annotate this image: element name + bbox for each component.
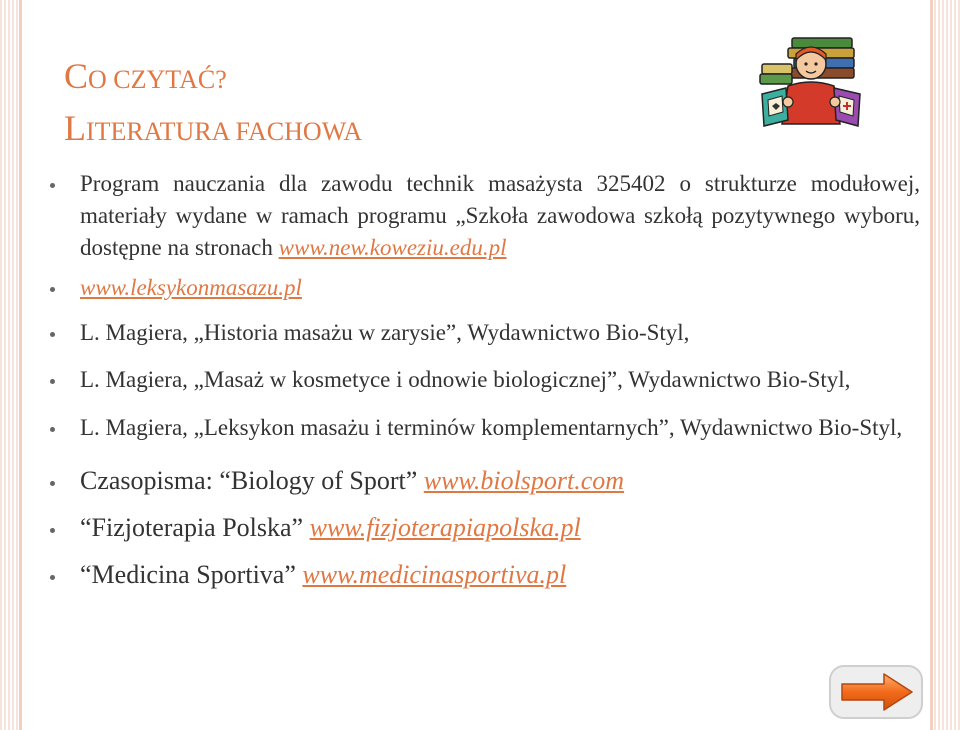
reading-list: [46, 168, 920, 592]
list-item: L. Magiera, „Leksykon masażu i terminów komplementarnych”, Wydawnictwo Bio-Styl,: [46, 412, 920, 444]
link-fizjoterapiapolska[interactable]: www.fizjoterapiapolska.pl: [309, 513, 581, 542]
link-leksykonmasazu[interactable]: www.leksykonmasazu.pl: [80, 275, 302, 300]
list-item: [46, 272, 920, 304]
slide-title: [64, 52, 362, 156]
list-item: Program nauczania dla zawodu technik masażysta 325402 o strukturze modułowej, materiały wydane w ramach programu „Szkoła zawodowa szkołą pozytywnego wyboru, dostępne na stronach www.new.koweziu.edu.pl: [46, 168, 920, 264]
list-item: “Medicina Sportiva” www.medicinasportiva.pl: [46, 558, 920, 592]
next-arrow-icon[interactable]: [828, 664, 924, 720]
list-item: Czasopisma: “Biology of Sport” www.biolsport.com: [46, 464, 920, 498]
link-biolsport[interactable]: www.biolsport.com: [423, 466, 625, 495]
list-item: “Fizjoterapia Polska” www.fizjoterapiapolska.pl: [46, 511, 920, 545]
link-medicinasportiva[interactable]: www.medicinasportiva.pl: [302, 560, 567, 589]
link-koweziu[interactable]: www.new.koweziu.edu.pl: [278, 235, 507, 260]
right-decorative-border: [930, 0, 960, 730]
title-line-1: CO CZYTAĆ?: [64, 56, 227, 96]
list-item: L. Magiera, „Historia masażu w zarysie”, Wydawnictwo Bio-Styl,: [46, 317, 920, 349]
left-decorative-border: [0, 0, 22, 730]
title-line-2: LITERATURA FACHOWA: [64, 108, 363, 148]
list-item: L. Magiera, „Masaż w kosmetyce i odnowie biologicznej”, Wydawnictwo Bio-Styl,: [46, 364, 920, 396]
student-with-books-icon: [752, 24, 870, 134]
